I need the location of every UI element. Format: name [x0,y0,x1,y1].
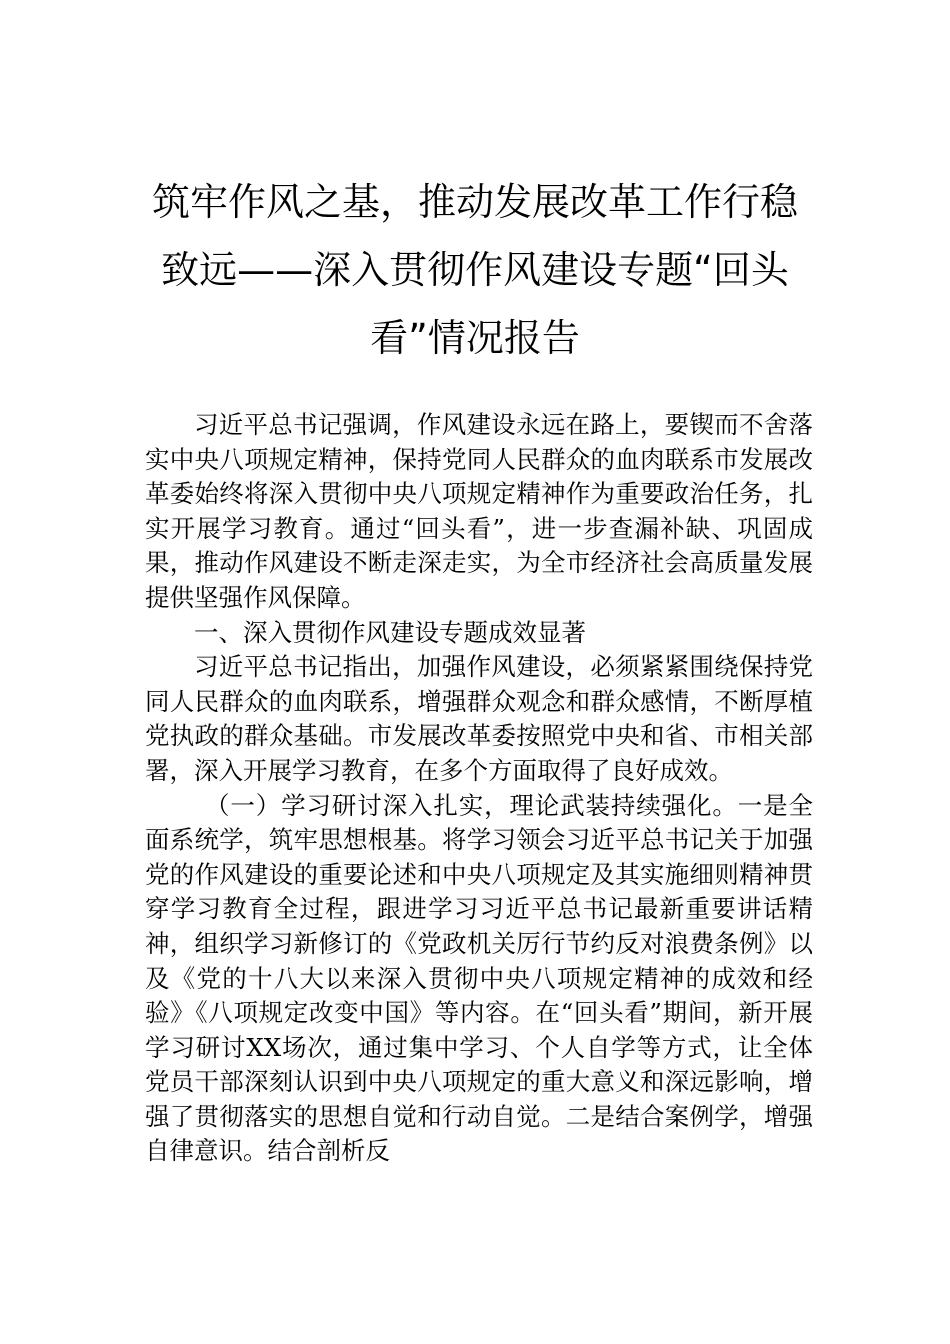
document-body [145,408,813,1169]
subsection-1-paragraph: （一）学习研讨深入扎实，理论武装持续强化。一是全面系统学，筑牢思想根基。将学习领会习近平总书记关于加强党的作风建设的重要论述和中央八项规定及其实施细则精神贯穿学习教育全过程，跟进学习习近平总书记最新重要讲话精神，组织学习新修订的《党政机关厉行节约反对浪费条例》以及《党的十八大以来深入贯彻中央八项规定精神的成效和经验》《八项规定改变中国》等内容。在“回头看”期间，新开展学习研讨XX场次，通过集中学习、个人自学等方式，让全体党员干部深刻认识到中央八项规定的重大意义和深远影响，增强了贯彻落实的思想自觉和行动自觉。二是结合案例学，增强自律意识。结合剖析反 [145,790,813,1166]
section-1-paragraph: 习近平总书记指出，加强作风建设，必须紧紧围绕保持党同人民群众的血肉联系，增强群众观念和群众感情，不断厚植党执政的群众基础。市发展改革委按照党中央和省、市相关部署，深入开展学习教育，在多个方面取得了良好成效。 [145,652,813,785]
document-title: 筑牢作风之基，推动发展改革工作行稳致远——深入贯彻作风建设专题“回头看”情况报告 [151,180,798,360]
intro-paragraph: 习近平总书记强调，作风建设永远在路上，要锲而不舍落实中央八项规定精神，保持党同人民群众的血肉联系市发展改革委始终将深入贯彻中央八项规定精神作为重要政治任务，扎实开展学习教育。通过“回头看”，进一步查漏补缺、巩固成果，推动作风建设不断走深走实，为全市经济社会高质量发展提供坚强作风保障。 [145,410,813,612]
section-heading-1: 一、深入贯彻作风建设专题成效显著 [194,617,586,647]
